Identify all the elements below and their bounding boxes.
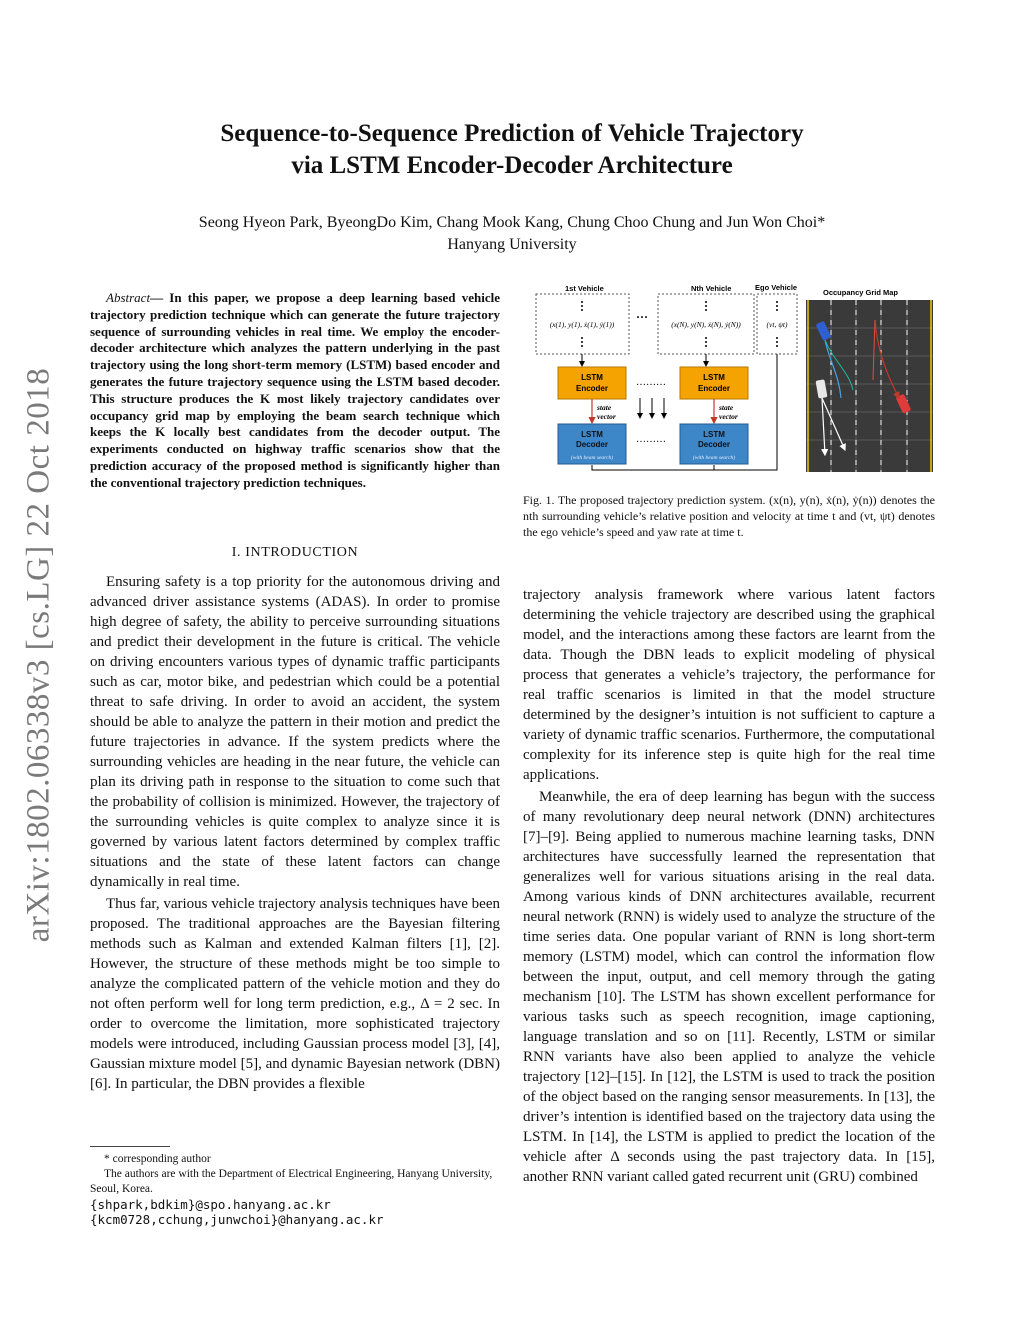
input-tuple-ego: (vt, ψt) (766, 320, 788, 329)
author-list: Seong Hyeon Park, ByeongDo Kim, Chang Mook Kang, Chung Choo Chung and Jun Won Choi* (198, 214, 826, 231)
right-paragraph-1: trajectory analysis framework where various latent factors determining the vehicle trajectory are described using the graphical model, and the interactions among these factors are learnt from the data. Though the DBN leads to explicit modeling of physical process that generates a vehicle’s trajectory, the performance for real traffic scenarios is limited in that the model structure determined by the designer’s intuition is not sufficient to capture a variety of dynamic traffic scenarios. Furthermore, the computational complexity for its inference step is quite high for the real time applications. (523, 587, 935, 783)
paper-title (100, 118, 924, 182)
beam-label-nth: (with beam search) (692, 455, 736, 461)
abstract (90, 290, 500, 492)
footnote-affiliation: The authors are with the Department of Electrical Engineering, Hanyang University, Seoul, Korea. (90, 1168, 493, 1195)
ellipsis-decoders: ……… (636, 434, 666, 445)
beam-label-first: (with beam search) (570, 455, 614, 461)
decoder-label-nth: LSTM Decoder (697, 430, 731, 449)
figure-system-diagram (523, 280, 935, 475)
footnote-rule (90, 1146, 170, 1147)
section-heading-introduction: I. INTRODUCTION (231, 545, 359, 560)
right-column-body (523, 585, 935, 1189)
ellipsis-encoders: ……… (636, 377, 666, 388)
author-block (100, 212, 924, 256)
abstract-lead: Abstract (106, 290, 151, 305)
label-first-vehicle: 1st Vehicle (565, 284, 604, 293)
state-vector-label-nth: state vector (719, 403, 738, 421)
footnote (90, 1152, 500, 1227)
introduction-body (90, 572, 500, 1096)
abstract-text: — In this paper, we propose a deep learning based vehicle trajectory prediction technique which can generate the future trajectory sequence of surrounding vehicles in real time. We employ the encoder-decoder architecture which analyzes the pattern underlying in the past trajectory using the long short-term memory (LSTM) based encoder and generates the future trajectory sequence using the LSTM based decoder. This structure produces the K most likely trajectory candidates over occupancy grid map by employing the beam search technique which keeps the K locally best candidates from the decoder output. The experiments conducted on highway traffic scenarios show that the prediction accuracy of the proposed method is significantly higher than the conventional trajectory prediction techniques. (90, 290, 500, 490)
occupancy-grid-map (806, 300, 933, 472)
intro-paragraph-2: Thus far, various vehicle trajectory analysis techniques have been proposed. The traditional approaches are the Bayesian filtering methods such as Kalman and extended Kalman filters [1], [2]. However, the structure of these methods might be too simple to analyze the complicated pattern of the vehicle motion and they do not often perform well for long term prediction, e.g., Δ = 2 sec. In order to overcome the limitation, more sophisticated trajectory models were introduced, including Gaussian process model [3], [4], Gaussian mixture model [5], and dynamic Bayesian network (DBN) [6]. In particular, the DBN provides a flexible (90, 896, 500, 1092)
label-nth-vehicle: Nth Vehicle (691, 284, 732, 293)
figure-caption: Fig. 1. The proposed trajectory prediction system. (x(n), y(n), ẋ(n), ẏ(n)) denotes the nth surrounding vehicle’s relative position and velocity at time t and (vt, ψt) denotes the ego vehicle’s speed and yaw rate at time t. (523, 493, 935, 539)
right-paragraph-2: Meanwhile, the era of deep learning has begun with the success of many revolutionary deep neural network (DNN) architectures [7]–[9]. Being applied to numerous machine learning tasks, DNN architectures have successfully learned the representation that generalizes well for various situations arising in the real data. Among various kinds of DNN architectures available, recurrent neural network (RNN) is widely used to analyze the structure of the time series data. One popular variant of RNN is long short-term memory (LSTM) model, which can control the information flow between the input, output, and cell memory through the gating mechanism [10]. The LSTM has shown excellent performance for various tasks such as speech recognition, image captioning, language translation and so on [11]. Recently, LSTM or similar RNN variants have also been applied to analyze the vehicle trajectory [12]–[15]. In [12], the LSTM is used to track the position of the object based on the ranging sensor measurements. In [13], the driver’s intention is identified based on the trajectory data using the LSTM. In [14], the LSTM is applied to predict the location of the vehicle after Δ seconds using the past trajectory data. In [15], another RNN variant called gated recurrent unit (GRU) combined (523, 789, 935, 1185)
encoder-label-nth: LSTM Encoder (697, 373, 731, 393)
label-occupancy-grid: Occupancy Grid Map (823, 288, 899, 297)
title-line-2: via LSTM Encoder-Decoder Architecture (291, 152, 733, 179)
ellipsis-vehicles: … (636, 307, 648, 321)
label-ego-vehicle: Ego Vehicle (755, 283, 798, 292)
input-tuple-nth: (x(N), y(N), ẋ(N), ẏ(N)) (671, 320, 741, 329)
footnote-email-2: {kcm0728,cchung,junwchoi}@hanyang.ac.kr (90, 1212, 384, 1227)
arxiv-sidebar (4, 360, 74, 950)
footnote-email-1: {shpark,bdkim}@spo.hanyang.ac.kr (90, 1197, 331, 1212)
lstm-encoder-first (558, 367, 626, 399)
decoder-label-first: LSTM Decoder (575, 430, 609, 449)
input-tuple-first: (x(1), y(1), ẋ(1), ẏ(1)) (549, 320, 615, 329)
affiliation: Hanyang University (447, 236, 577, 253)
arxiv-id: arXiv:1802.06338v3 [cs.LG] 22 Oct 2018 (20, 367, 57, 943)
encoder-label-first: LSTM Encoder (575, 373, 609, 393)
title-line-1: Sequence-to-Sequence Prediction of Vehicle Trajectory (220, 120, 804, 147)
middle-arrows (640, 398, 664, 418)
intro-paragraph-1: Ensuring safety is a top priority for the autonomous driving and advanced driver assistance systems (ADAS). In order to promise high degree of safety, the ability to perceive surrounding situations and predict their development in the future is critical. The vehicle on driving encounters various types of dynamic traffic participants such as car, motor bike, and pedestrian which could be a potential threat to safe driving. In order to avoid an accident, the system should be able to analyze the pattern in their motion and predict the future trajectories in advance. If the system predicts where the surrounding vehicles are heading in the near future, the vehicle can plan its driving path in response to the situation to come such that the probability of collision is minimized. However, the trajectory of the surrounding vehicles is quite complex to analyze since it is governed by various latent factors determined by complex traffic situations and the state of these latent factors can change dynamically in real time. (90, 574, 500, 890)
state-vector-label-first: state vector (597, 403, 616, 421)
lstm-encoder-nth (680, 367, 748, 399)
footnote-corresponding: * corresponding author (104, 1153, 211, 1165)
